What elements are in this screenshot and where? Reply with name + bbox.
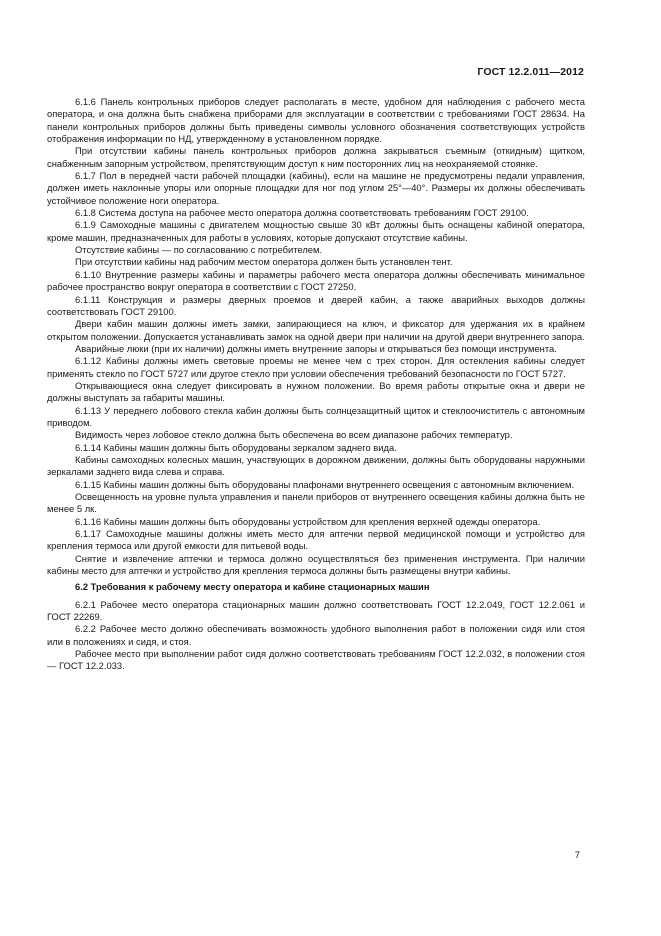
paragraph: При отсутствии кабины панель контрольных приборов должна закрываться съемным (откидным) щитком, снабженным запорным устройством, препятствующим доступ к ним посторонних лиц на неохраняемой стоянке. (47, 145, 585, 169)
paragraph-6-1-6: 6.1.6 Панель контрольных приборов следует располагать в месте, удобном для наблюдения с рабочего места оператора, и она должна быть снабжена приборами для эксплуатации в соответствии с требованиями ГОСТ 28634. На панели контрольных приборов должны быть приведены символы условного обозначения соответствующих устройств отображения информации по НД, утвержденному в установленном порядке. (47, 96, 585, 145)
paragraph: Освещенность на уровне пульта управления и панели приборов от внутреннего освещения кабины должна быть не менее 5 лк. (47, 491, 585, 515)
paragraph: Двери кабин машин должны иметь замки, запирающиеся на ключ, и фиксатор для удержания их в крайнем открытом положении. Допускается устанавливать замок на одной двери при наличии на другой двери внутреннего запора. (47, 318, 585, 342)
section-heading-6-2: 6.2 Требования к рабочему месту оператора и кабине стационарных машин (75, 581, 430, 593)
paragraph: Аварийные люки (при их наличии) должны иметь внутренние запоры и открываться без помощи инструмента. (75, 342, 557, 354)
paragraph: Кабины самоходных колесных машин, участвующих в дорожном движении, должны быть оборудованы наружными зеркалами заднего вида слева и справа. (47, 453, 585, 478)
paragraph-6-1-13: 6.1.13 У переднего лобового стекла кабин должны быть солнцезащитный щиток и стеклоочиститель с автономным приводом. (47, 404, 585, 428)
paragraph-6-2-2: 6.2.2 Рабочее место должно обеспечивать возможность удобного выполнения работ в положении сидя или стоя или в положениях и сидя, и стоя. (47, 623, 585, 647)
paragraph: Снятие и извлечение аптечки и термоса должно осуществляться без применения инструмента. При наличии кабины место для аптечки и устройство для крепления термоса должны быть размещены внутри кабины. (47, 552, 585, 577)
paragraph-6-1-7: 6.1.7 Пол в передней части рабочей площадки (кабины), если на машине не предусмотрены педали управления, должен иметь наклонные упоры или опорные площадки для ног под углом 25°—40°. Размеры их должны обеспечивать устойчивое положение ноги оператора. (47, 170, 585, 206)
paragraph: Отсутствие кабины — по согласованию с потребителем. (75, 244, 323, 256)
document-body (47, 96, 585, 673)
paragraph: Открывающиеся окна следует фиксировать в нужном положении. Во время работы открытые окна и двери не должны выступать за габариты машины. (47, 379, 585, 404)
paragraph-6-1-12: 6.1.12 Кабины должны иметь световые проемы не менее чем с трех сторон. Для остекления кабины следует применять стекло по ГОСТ 5727 или другое стекло при условии обеспечения требований безопасности по ГОСТ 5727. (47, 355, 585, 379)
paragraph-6-1-16: 6.1.16 Кабины машин должны быть оборудованы устройством для крепления верхней одежды оператора. (75, 515, 541, 527)
paragraph-6-1-17: 6.1.17 Самоходные машины должны иметь место для аптечки первой медицинской помощи и устройство для крепления термоса или другой емкости для питьевой воды. (47, 528, 585, 552)
paragraph-6-1-8: 6.1.8 Система доступа на рабочее место оператора должна соответствовать требованиям ГОСТ 29100. (75, 207, 529, 219)
paragraph: При отсутствии кабины над рабочим местом оператора должен быть установлен тент. (75, 256, 453, 268)
paragraph-6-1-14: 6.1.14 Кабины машин должны быть оборудованы зеркалом заднего вида. (75, 441, 397, 453)
paragraph: Рабочее место при выполнении работ сидя должно соответствовать требованиям ГОСТ 12.2.032, в положении стоя — ГОСТ 12.2.033. (47, 648, 585, 672)
document-header: ГОСТ 12.2.011—2012 (477, 66, 584, 78)
paragraph-6-1-15: 6.1.15 Кабины машин должны быть оборудованы плафонами внутреннего освещения с автономным включением. (75, 478, 575, 490)
paragraph-6-1-11: 6.1.11 Конструкция и размеры дверных проемов и дверей кабин, а также аварийных выходов должны соответствовать ГОСТ 29100. (47, 293, 585, 317)
paragraph: Видимость через лобовое стекло должна быть обеспечена во всем диапазоне рабочих температур. (75, 429, 513, 441)
paragraph-6-1-10: 6.1.10 Внутренние размеры кабины и параметры рабочего места оператора должны обеспечивать минимальное рабочее пространство вокруг оператора в соответствии с ГОСТ 27250. (47, 268, 585, 293)
paragraph-6-2-1: 6.2.1 Рабочее место оператора стационарных машин должно соответствовать ГОСТ 12.2.049, ГОСТ 12.2.061 и ГОСТ 22269. (47, 598, 585, 623)
paragraph-6-1-9: 6.1.9 Самоходные машины с двигателем мощностью свыше 30 кВт должны быть оснащены кабиной оператора, кроме машин, предназначенных для работы в условиях, которые допускают отсутствие кабины. (47, 219, 585, 243)
page-number: 7 (574, 850, 580, 861)
